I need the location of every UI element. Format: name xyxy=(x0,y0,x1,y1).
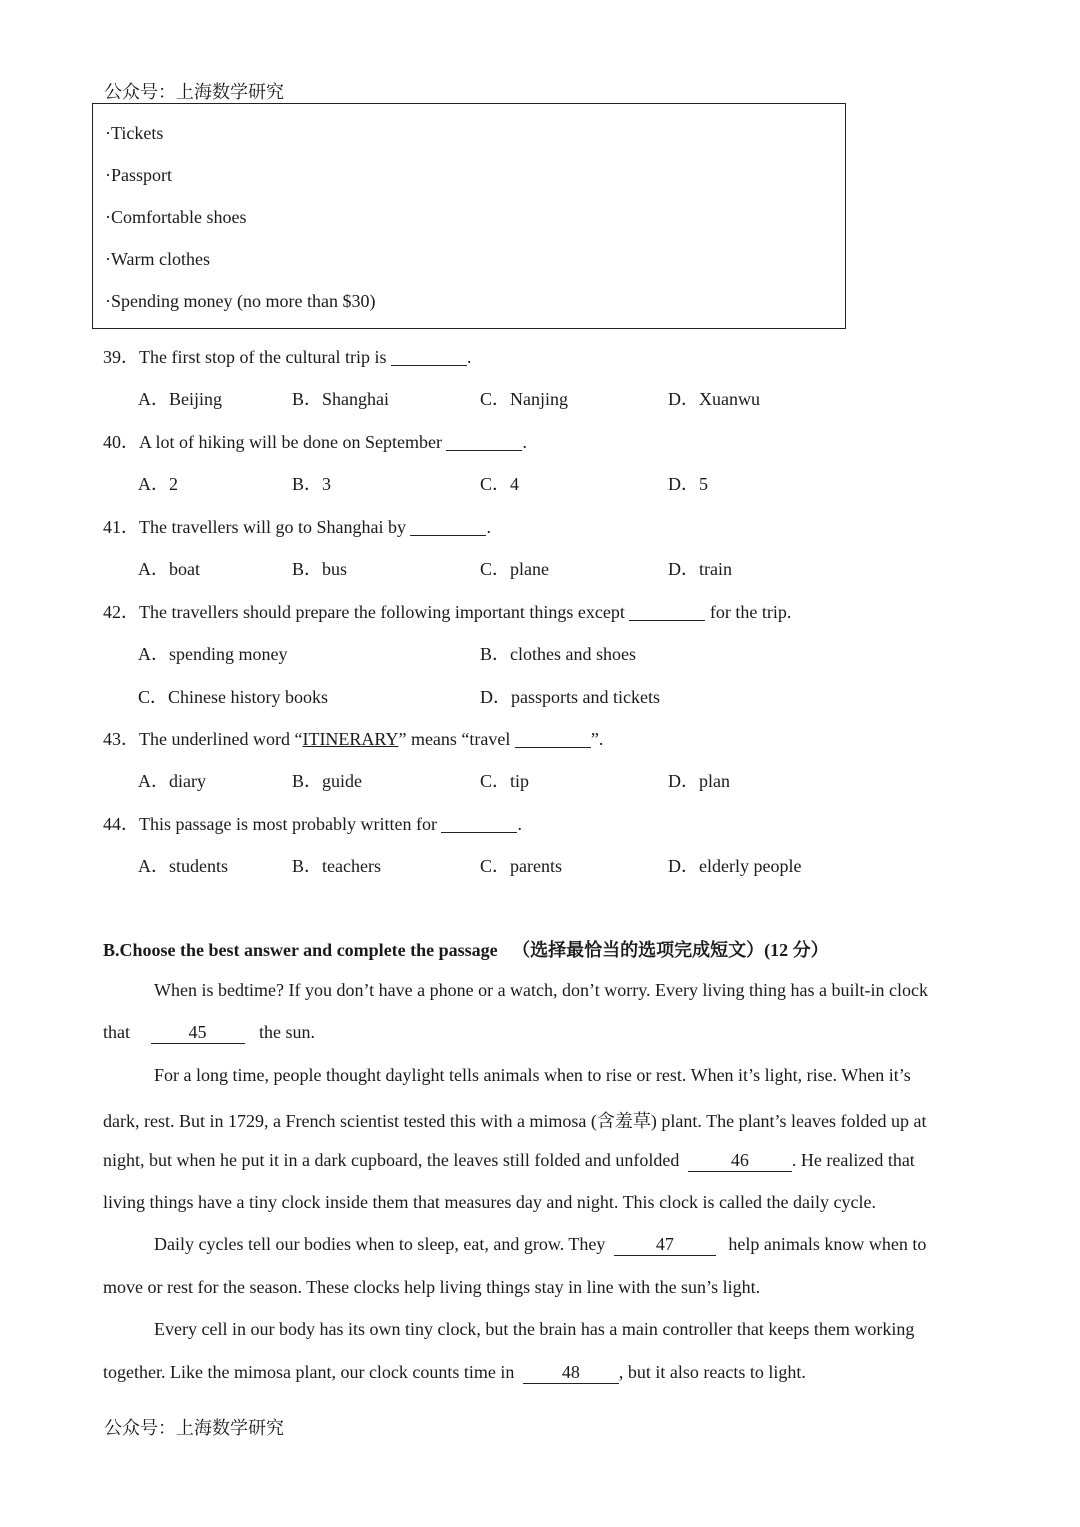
option-d: D．elderly people xyxy=(668,856,802,876)
list-item: ·Passport xyxy=(105,165,172,185)
gap-46: 46 xyxy=(688,1151,792,1172)
option-d: D．5 xyxy=(668,474,708,494)
answer-blank xyxy=(446,432,522,451)
section-heading xyxy=(103,936,829,962)
question-stem: 42．The travellers should prepare the following important things except xyxy=(103,602,630,622)
option-d: D．passports and tickets xyxy=(480,687,660,707)
option-a: A．Beijing xyxy=(138,389,222,409)
option-c: C．tip xyxy=(480,771,530,791)
question-39 xyxy=(103,343,471,369)
passage-line xyxy=(103,1362,806,1384)
passage-text: , but it also reacts to light. xyxy=(618,1362,806,1382)
section-title: B.Choose the best answer and complete the passage xyxy=(103,940,498,960)
option-d: D．Xuanwu xyxy=(668,389,760,409)
passage-line: Every cell in our body has its own tiny clock, but the brain has a main controller that keeps them working xyxy=(154,1319,915,1339)
gap-48: 48 xyxy=(523,1363,619,1384)
question-stem-end: for the trip. xyxy=(705,602,792,622)
question-stem-end: . xyxy=(486,517,491,537)
question-44 xyxy=(103,810,522,836)
answer-blank xyxy=(410,517,486,536)
option-b: B．guide xyxy=(292,771,362,791)
list-item: ·Comfortable shoes xyxy=(105,207,247,227)
option-a: A．students xyxy=(138,856,228,876)
option-a: A．diary xyxy=(138,771,206,791)
passage-line: move or rest for the season. These clocks help living things stay in line with the sun’s light. xyxy=(103,1277,761,1297)
option-b: B．3 xyxy=(292,474,332,494)
passage-line xyxy=(154,1234,926,1256)
question-stem: 41．The travellers will go to Shanghai by xyxy=(103,517,411,537)
question-stem-end: . xyxy=(522,432,527,452)
option-a: A．boat xyxy=(138,559,200,579)
question-stem-end: . xyxy=(466,347,472,367)
section-title-cn: （选择最恰当的选项完成短文）(12 分） xyxy=(512,940,829,960)
underlined-word: ITINERARY xyxy=(302,729,399,749)
question-stem: 39．The first stop of the cultural trip is xyxy=(103,347,391,367)
passage-line: For a long time, people thought daylight tells animals when to rise or rest. When it’s light, rise. When it’s xyxy=(154,1065,911,1085)
passage-line xyxy=(103,1022,315,1044)
passage-text: the sun. xyxy=(254,1022,315,1042)
option-b: B．teachers xyxy=(292,856,381,876)
passage-text: Daily cycles tell our bodies when to sleep, eat, and grow. They xyxy=(154,1234,610,1254)
passage-text: together. Like the mimosa plant, our clock counts time in xyxy=(103,1362,519,1382)
question-41 xyxy=(103,513,491,539)
list-item: ·Warm clothes xyxy=(105,249,211,269)
packing-list-box xyxy=(92,103,846,329)
list-item: ·Tickets xyxy=(105,123,164,143)
question-43 xyxy=(103,725,603,751)
question-40 xyxy=(103,428,527,454)
option-c: C．Nanjing xyxy=(480,389,568,409)
option-c: C．plane xyxy=(480,559,549,579)
option-c: C．parents xyxy=(480,856,562,876)
passage-line: dark, rest. But in 1729, a French scientist tested this with a mimosa (含羞草) plant. The plant’s leaves folded up at xyxy=(103,1111,927,1131)
option-c: C．4 xyxy=(480,474,520,494)
answer-blank xyxy=(515,729,591,748)
option-d: D．train xyxy=(668,559,732,579)
question-stem: 44．This passage is most probably written for xyxy=(103,814,442,834)
gap-45: 45 xyxy=(151,1023,245,1044)
question-42 xyxy=(103,598,791,624)
page-header: 公众号：上海数学研究 xyxy=(104,82,284,102)
passage-line xyxy=(103,1150,915,1172)
question-stem-end: ”. xyxy=(590,729,604,749)
question-stem-mid: ” means “travel xyxy=(398,729,515,749)
passage-text: night, but when he put it in a dark cupboard, the leaves still folded and unfolded xyxy=(103,1150,684,1170)
option-a: A．spending money xyxy=(138,644,288,664)
answer-blank xyxy=(629,602,705,621)
answer-blank xyxy=(441,814,517,833)
passage-text: help animals know when to xyxy=(723,1234,927,1254)
passage-line: When is bedtime? If you don’t have a phone or a watch, don’t worry. Every living thing has a built-in clock xyxy=(154,980,928,1000)
passage-text: . He realized that xyxy=(791,1150,915,1170)
question-stem: 43．The underlined word “ xyxy=(103,729,303,749)
answer-blank xyxy=(391,347,467,366)
option-b: B．clothes and shoes xyxy=(480,644,636,664)
passage-text: that xyxy=(103,1022,135,1042)
option-d: D．plan xyxy=(668,771,730,791)
option-b: B．Shanghai xyxy=(292,389,389,409)
passage-line: living things have a tiny clock inside them that measures day and night. This clock is called the daily cycle. xyxy=(103,1192,876,1212)
option-a: A．2 xyxy=(138,474,178,494)
question-stem-end: . xyxy=(517,814,522,834)
option-c: C．Chinese history books xyxy=(138,687,329,707)
gap-47: 47 xyxy=(614,1235,716,1256)
list-item: ·Spending money (no more than $30) xyxy=(105,291,376,311)
question-stem: 40．A lot of hiking will be done on September xyxy=(103,432,447,452)
option-b: B．bus xyxy=(292,559,348,579)
page-footer: 公众号：上海数学研究 xyxy=(104,1418,284,1438)
